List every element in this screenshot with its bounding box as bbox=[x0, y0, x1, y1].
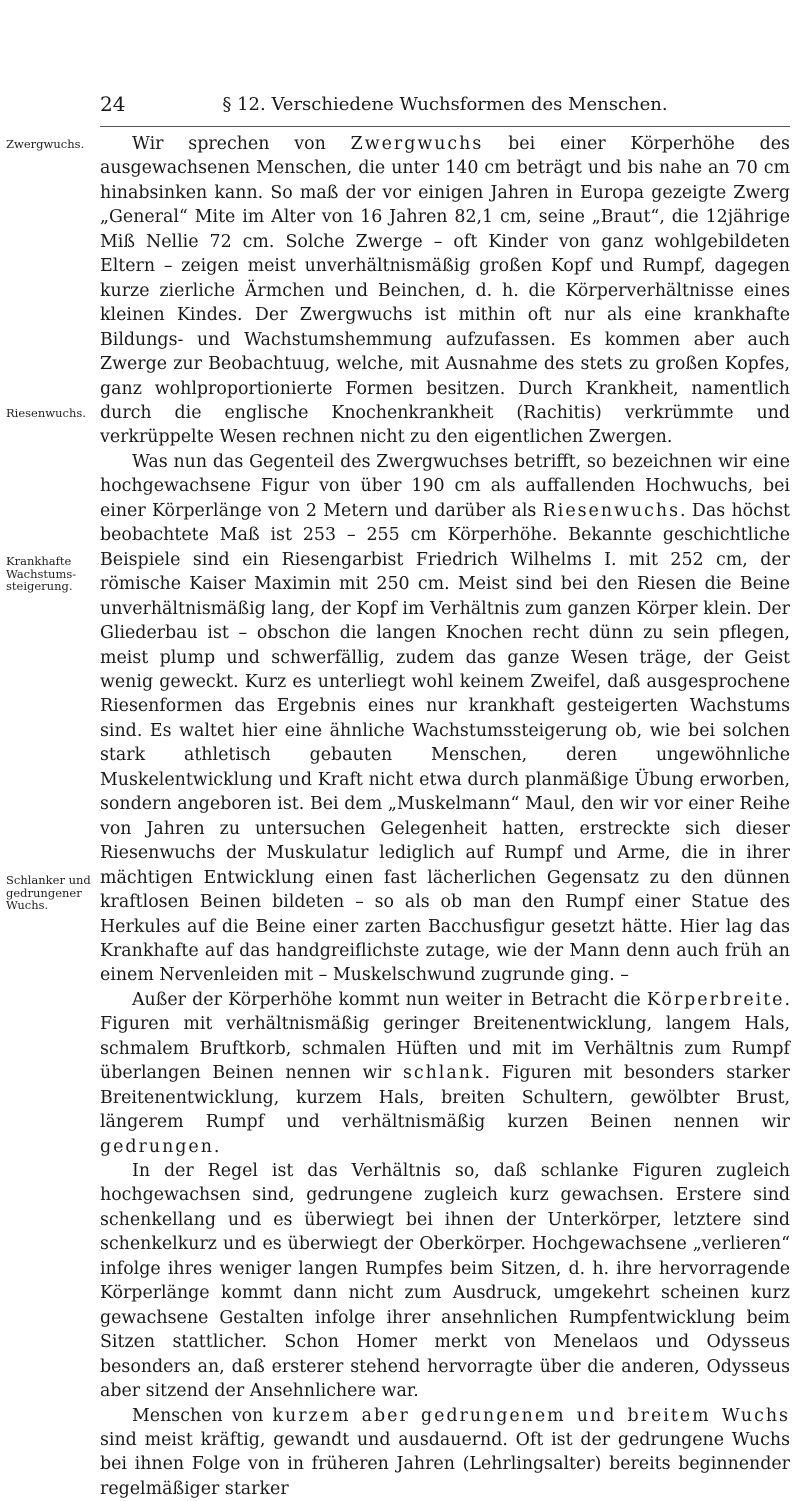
margin-note-zwergwuchs: Zwergwuchs. bbox=[6, 137, 85, 151]
page-number: 24 bbox=[100, 92, 126, 116]
paragraph-koerperbreite: Außer der Körperhöhe kommt nun weiter in Betracht die Körperbreite. Figuren mit verhältnismäßig geringer Breitenentwicklung, langem Hals, schmalem Bruftkorb, schmalen Hüften und mit im Verhältnis zum Rumpf überlangen Beinen nennen wir schlank. Figuren mit besonders starker Breitenentwicklung, kurzem Hals, breiten Schultern, gewölbter Brust, längerem Rumpf und verhältnismäßig kurzen Beinen nennen wir gedrungen. bbox=[100, 989, 790, 1157]
term-schlank: schlank bbox=[402, 1063, 485, 1084]
running-title: § 12. Verschiedene Wuchsformen des Menschen. bbox=[222, 94, 668, 115]
margin-note-schlanker-gedrungener-wuchs: Schlanker und gedrungener Wuchs. bbox=[6, 873, 91, 912]
term-kurzer-gedrungener-wuchs: kurzem aber gedrungenem und breitem Wuchs bbox=[272, 1405, 790, 1426]
page-header bbox=[100, 92, 790, 122]
paragraph-riesenwuchs: Was nun das Gegenteil des Zwergwuchses betrifft, so bezeichnen wir eine hochgewachsene Figur von über 190 cm als auffallenden Hochwuchs, bei einer Körperlänge von 2 Metern und darüber als Riesenwuchs. Das höchst beobachtete Maß ist 253 – 255 cm Körperhöhe. Bekannte geschichtliche Beispiele sind ein Riesengarbist Friedrich Wilhelms I. mit 252 cm, der römische Kaiser Maximin mit 250 cm. Meist sind bei den Riesen die Beine unverhältnismäßig lang, der Kopf im Verhältnis zum ganzen Körper klein. Der Gliederbau ist – obschon die langen Knochen recht dünn zu sein pflegen, meist plump und schwerfällig, zudem das ganze Wesen träge, der Geist wenig geweckt. Kurz es unterliegt wohl keinem Zweifel, daß ausgesprochene Riesenformen das Ergebnis eines nur krankhaft gesteigerten Wachstums sind. Es waltet hier eine ähnliche Wachstumssteigerung ob, wie bei solchen stark athletisch gebauten Menschen, deren ungewöhnliche Muskelentwicklung und Kraft nicht etwa durch planmäßige Übung erworben, sondern angeboren ist. Bei dem „Muskelmann“ Maul, den wir vor einer Reihe von Jahren zu untersuchen Gelegenheit hatten, erstreckte sich dieser Riesenwuchs der Muskulatur lediglich auf Rumpf und Arme, die in ihrer mächtigen Entwicklung einen fast lächerlichen Gegensatz zu den dünnen kraftlosen Beinen bildeten – so als ob man den Rumpf einer Statue des Herkules auf die Beine einer zarten Bacchusfigur gesetzt hätte. Hier lag das Krankhafte auf das handgreiflichste zutage, wie der Mann denn auch früh an einem Nervenleiden mit – Muskelschwund zugrunde ging. – bbox=[100, 451, 791, 986]
term-koerperbreite: Körperbreite bbox=[646, 989, 785, 1010]
header-rule bbox=[100, 126, 790, 127]
term-gedrungen: gedrungen bbox=[100, 1136, 214, 1157]
body-text bbox=[100, 132, 790, 1501]
paragraph-kurzer-wuchs: Menschen von kurzem aber gedrungenem und breitem Wuchs sind meist kräftig, gewandt und ausdauernd. Oft ist der gedrungene Wuchs bei ihnen Folge von in früheren Jahren (Lehrlingsalter) bereits beginnender regelmäßiger starker bbox=[100, 1405, 790, 1499]
term-zwergwuchs: Zwergwuchs bbox=[350, 134, 484, 154]
paragraph-zwergwuchs: Wir sprechen von Zwergwuchs bei einer Körperhöhe des ausgewachsenen Menschen, die unter 140 cm beträgt und bis nahe an 70 cm hinabsinken kann. So maß der vor einigen Jahren in Europa gezeigte Zwerg „General“ Mite im Alter von 16 Jahren 82,1 cm, seine „Braut“, die 12jährige Miß Nellie 72 cm. Solche Zwerge – oft Kinder von ganz wohlgebildeten Eltern – zeigen meist unverhältnismäßig großen Kopf und Rumpf, dagegen kurze zierliche Ärmchen und Beinchen, d. h. die Körperverhältnisse eines kleinen Kindes. Der Zwergwuchs ist mithin oft nur als eine krankhafte Bildungs- und Wachstumshemmung aufzufassen. Es kommen aber auch Zwerge zur Beobachtuug, welche, mit Ausnahme des stets zu großen Kopfes, ganz wohlproportionierte Formen besitzen. Durch Krankheit, namentlich durch die englische Knochenkrankheit (Rachitis) verkrümmte und verkrüppelte Wesen rechnen nicht zu den eigentlichen Zwergen. bbox=[100, 134, 790, 448]
margin-note-krankhafte-wachstumssteigerung: Krankhafte Wachstums-steigerung. bbox=[6, 554, 77, 593]
term-riesenwuchs: Riesenwuchs bbox=[542, 500, 681, 521]
margin-note-riesenwuchs: Riesenwuchs. bbox=[6, 406, 86, 420]
paragraph-verhaeltnis: In der Regel ist das Verhältnis so, daß schlanke Figuren zugleich hochgewachsen sind, gedrungene zugleich kurz gewachsen. Erstere sind schenkellang und es überwiegt bei ihnen der Unterkörper, letztere sind schenkelkurz und es überwiegt der Oberkörper. Hochgewachsene „verlieren“ infolge ihres weniger langen Rumpfes beim Sitzen, d. h. ihre hervorragende Körperlänge kommt dann nicht zum Ausdruck, umgekehrt scheinen kurz gewachsene Gestalten infolge ihrer ansehnlichen Rumpfentwicklung beim Sitzen stattlicher. Schon Homer merkt von Menelaos und Odysseus besonders an, daß ersterer stehend hervorragte über die anderen, Odysseus aber sitzend der Ansehnlichere war. bbox=[100, 1161, 790, 1402]
